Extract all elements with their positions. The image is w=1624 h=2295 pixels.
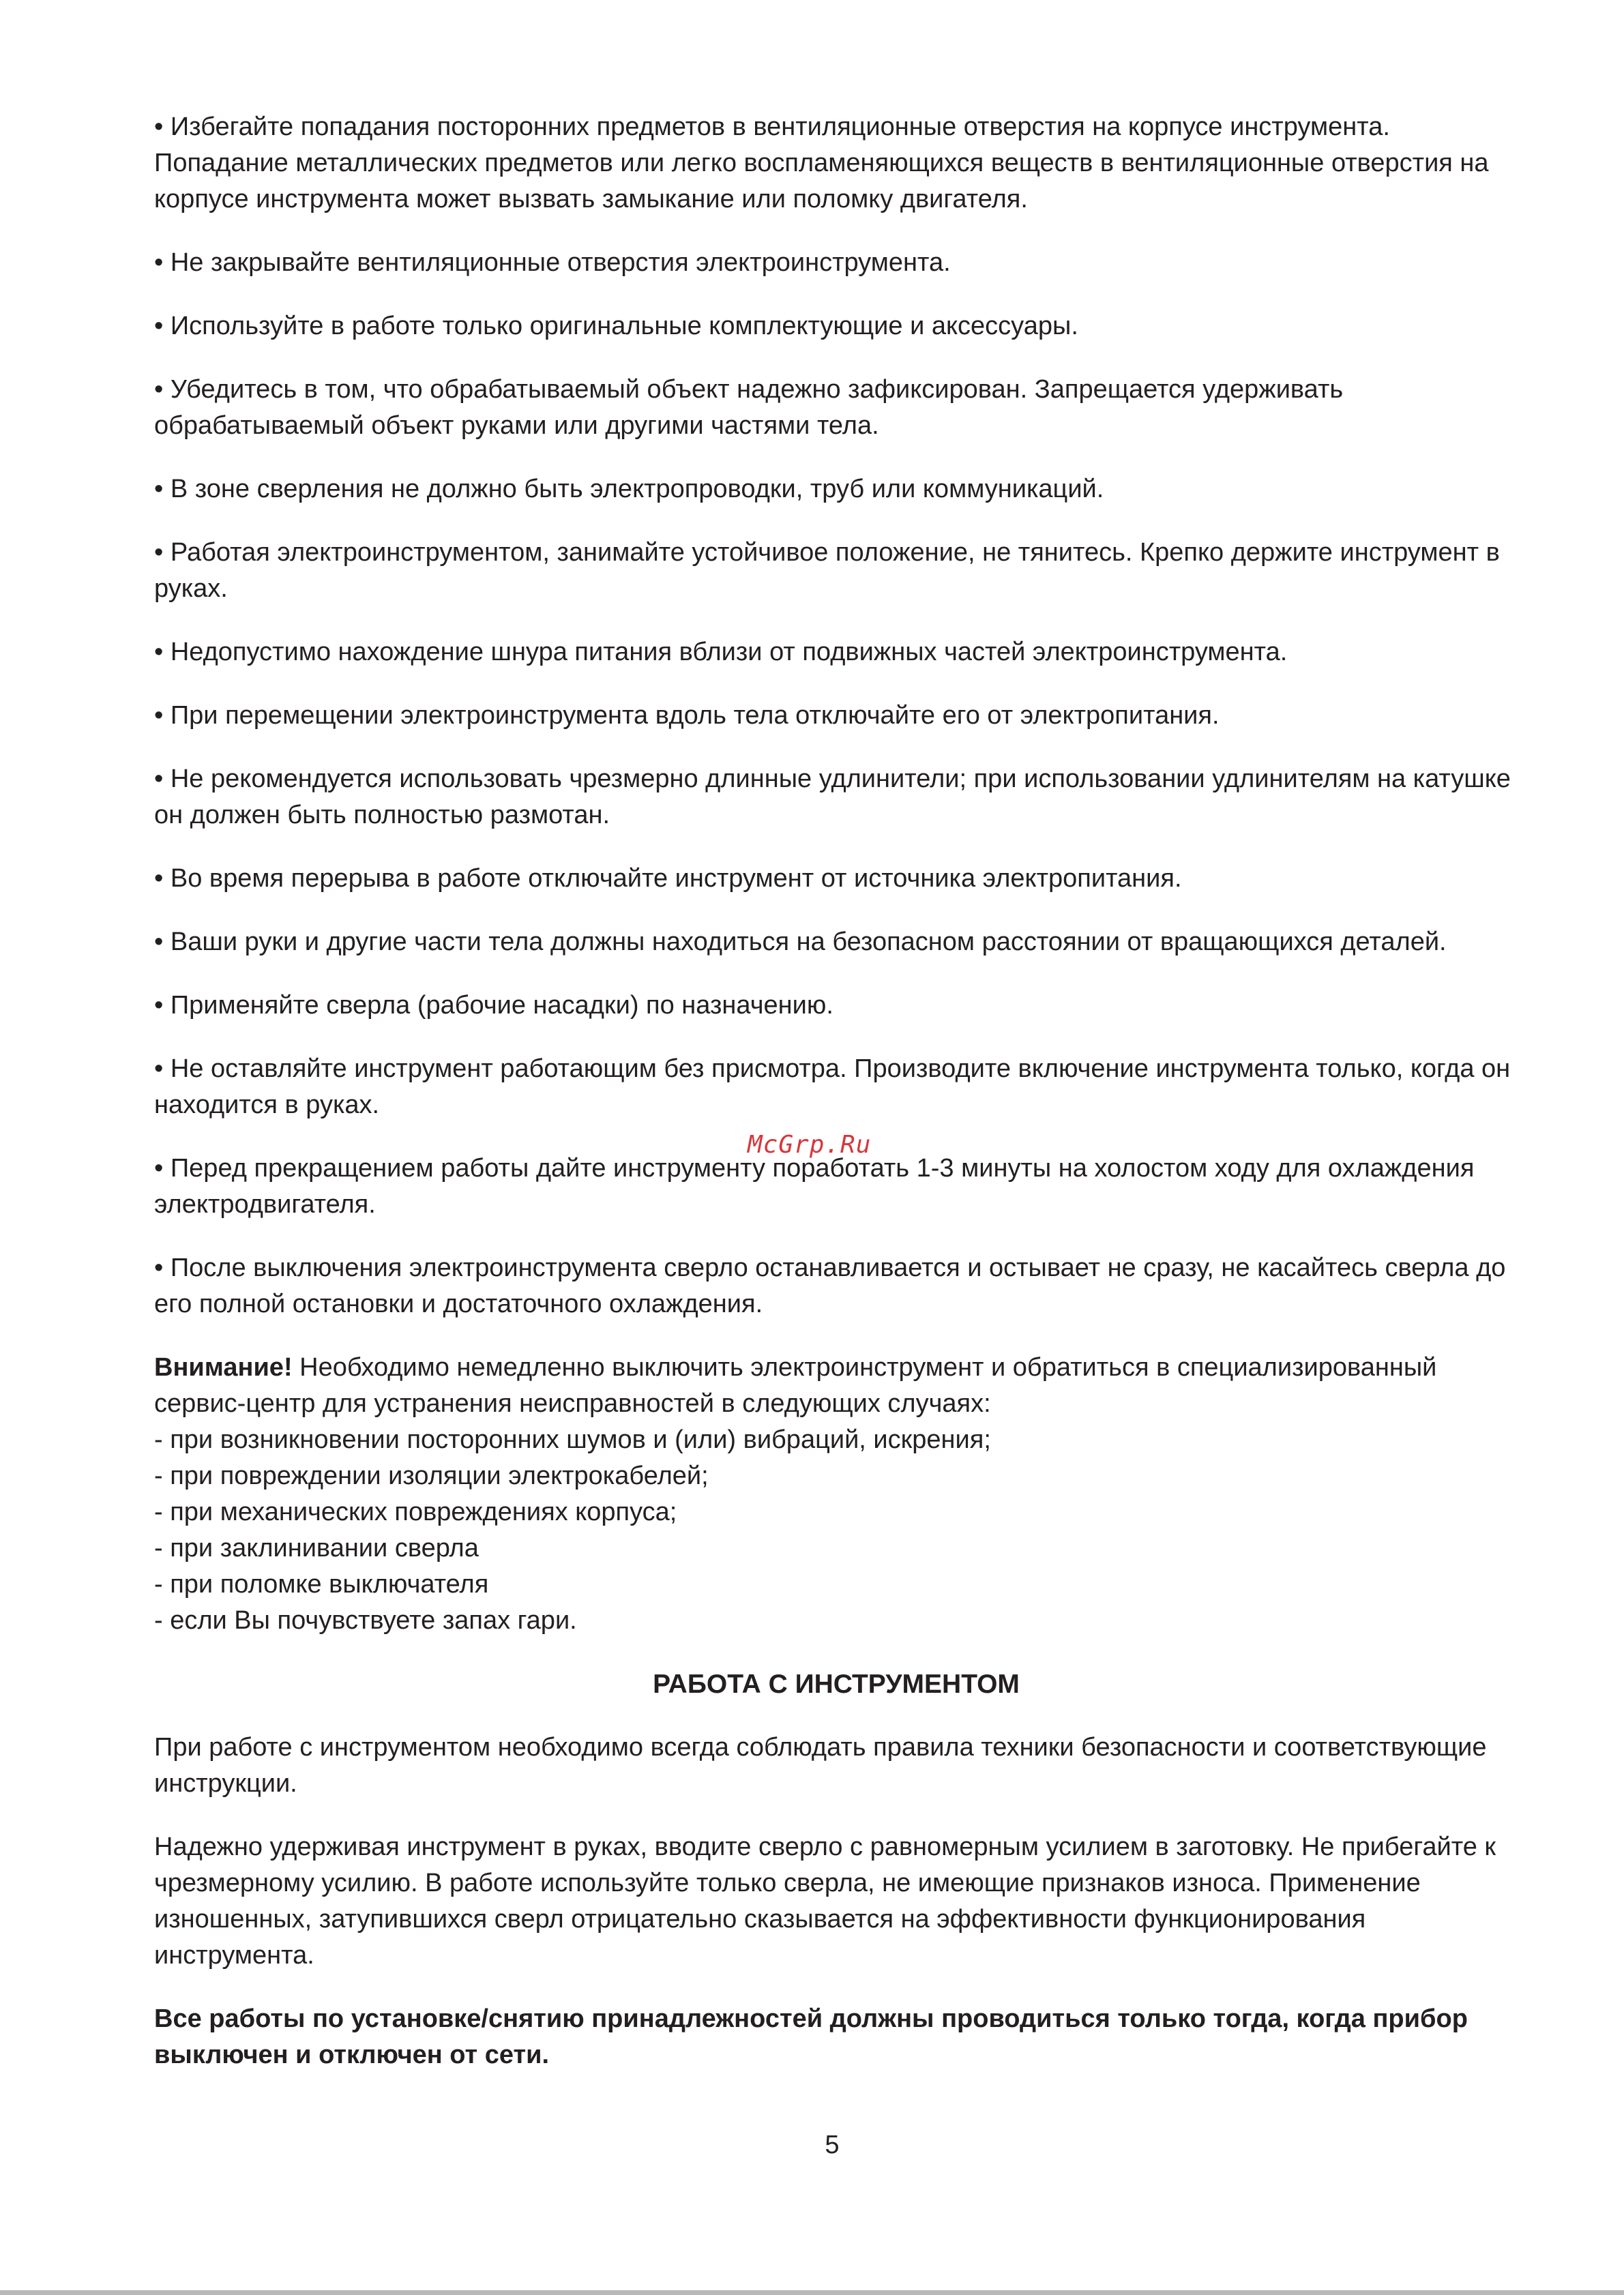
bullet-extension-cords: • Не рекомендуется использовать чрезмерно длинные удлинители; при использовании удлинителям на катушке он должен быть полностью размотан. <box>154 765 1511 829</box>
bullet-drill-stops: • После выключения электроинструмента сверло останавливается и остывает не сразу, не касайтесь сверла до его полной остановки и достаточного охлаждения. <box>154 1254 1506 1318</box>
attention-block <box>154 1350 1518 1639</box>
bullet-ventilation-cover: • Не закрывайте вентиляционные отверстия электроинструмента. <box>154 248 951 277</box>
attention-item: - при возникновении посторонних шумов и (или) вибраций, искрения; <box>154 1425 991 1454</box>
page-number: 5 <box>825 2131 840 2159</box>
bullet-idle-cooling: • Перед прекращением работы дайте инструменту поработать 1-3 минуты на холостом ходу для охлаждения электродвигателя. <box>154 1154 1475 1219</box>
attention-item: - при повреждении изоляции электрокабелей; <box>154 1462 709 1490</box>
bullet-ventilation-objects: • Избегайте попадания посторонних предметов в вентиляционные отверстия на корпусе инструмента. Попадание металлических предметов или легко воспламеняющихся веществ в вентиляционные отверстия на корпусе инструмента может вызвать замыкание или поломку двигателя. <box>154 113 1489 213</box>
bullet-original-parts: • Используйте в работе только оригинальные комплектующие и аксессуары. <box>154 312 1078 340</box>
bullet-no-unattended: • Не оставляйте инструмент работающим без присмотра. Производите включение инструмента только, когда он находится в руках. <box>154 1054 1511 1119</box>
document-page <box>154 109 1518 2101</box>
bullet-drilling-zone: • В зоне сверления не должно быть электропроводки, труб или коммуникаций. <box>154 475 1104 503</box>
section-paragraph-safety: При работе с инструментом необходимо всегда соблюдать правила техники безопасности и соответствующие инструкции. <box>154 1733 1487 1798</box>
bullet-use-drills-properly: • Применяйте сверла (рабочие насадки) по назначению. <box>154 991 833 1020</box>
attention-text: Необходимо немедленно выключить электроинструмент и обратиться в специализированный сервис-центр для устранения неисправностей в следующих случаях: <box>154 1353 1437 1418</box>
attention-item: - при механических повреждениях корпуса; <box>154 1498 677 1526</box>
attention-item: - если Вы почувствуете запах гари. <box>154 1606 577 1635</box>
attention-item: - при поломке выключателя <box>154 1570 489 1599</box>
section-heading: РАБОТА С ИНСТРУМЕНТОМ <box>653 1670 1020 1699</box>
bottom-divider <box>0 2290 1624 2295</box>
attention-lead: Внимание! <box>154 1353 293 1382</box>
attention-item: - при заклинивании сверла <box>154 1534 479 1563</box>
bullet-power-cord: • Недопустимо нахождение шнура питания вблизи от подвижных частей электроинструмента. <box>154 638 1288 666</box>
bullet-safe-distance: • Ваши руки и другие части тела должны находиться на безопасном расстоянии от вращающихся деталей. <box>154 928 1447 956</box>
watermark: McGrp.Ru <box>748 1131 872 1159</box>
bullet-secure-workpiece: • Убедитесь в том, что обрабатываемый объект надежно зафиксирован. Запрещается удерживать обрабатываемый объект руками или другими частями тела. <box>154 375 1344 440</box>
bullet-moving-tool: • При перемещении электроинструмента вдоль тела отключайте его от электропитания. <box>154 701 1220 730</box>
section-paragraph-drilling: Надежно удерживая инструмент в руках, вводите сверло с равномерным усилием в заготовку. Не прибегайте к чрезмерному усилию. В работе используйте только сверла, не имеющие признаков износа. Применение изношенных, затупившихся сверл отрицательно сказывается на эффективности функционирования инструмента. <box>154 1833 1496 1970</box>
bullet-stable-position: • Работая электроинструментом, занимайте устойчивое положение, не тянитесь. Крепко держите инструмент в руках. <box>154 538 1500 603</box>
section-bold-note: Все работы по установке/снятию принадлежностей должны проводиться только тогда, когда прибор выключен и отключен от сети. <box>154 2004 1468 2069</box>
bullet-break-disconnect: • Во время перерыва в работе отключайте инструмент от источника электропитания. <box>154 864 1182 893</box>
